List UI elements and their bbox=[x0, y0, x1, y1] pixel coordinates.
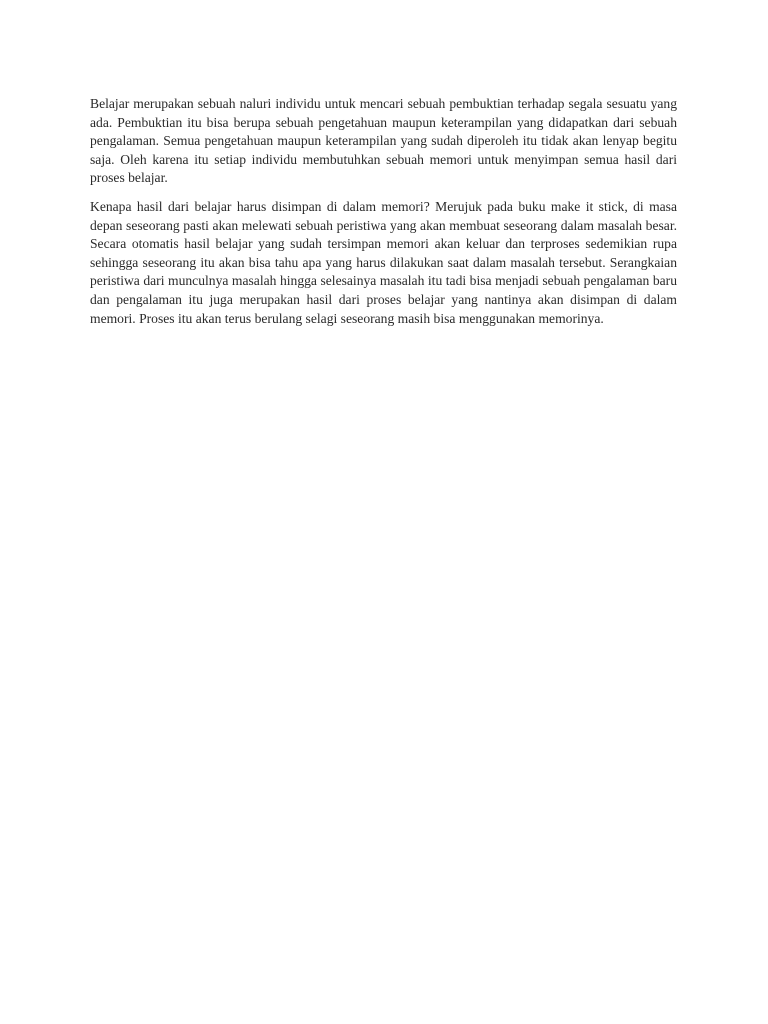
paragraph-1: Belajar merupakan sebuah naluri individu untuk mencari sebuah pembuktian terhadap segala sesuatu yang ada. Pembuktian itu bisa berupa sebuah pengetahuan maupun keterampilan yang didapatkan dari sebuah pengalaman. Semua pengetahuan maupun keterampilan yang sudah diperoleh itu tidak akan lenyap begitu saja. Oleh karena itu setiap individu membutuhkan sebuah memori untuk menyimpan semua hasil dari proses belajar. bbox=[90, 96, 677, 186]
document-body bbox=[90, 95, 677, 338]
paragraph-2: Kenapa hasil dari belajar harus disimpan di dalam memori? Merujuk pada buku make it stick, di masa depan seseorang pasti akan melewati sebuah peristiwa yang akan membuat seseorang dalam masalah besar. Secara otomatis hasil belajar yang sudah tersimpan memori akan keluar dan terproses sedemikian rupa sehingga seseorang itu akan bisa tahu apa yang harus dilakukan saat dalam masalah tersebut. Serangkaian peristiwa dari munculnya masalah hingga selesainya masalah itu tadi bisa menjadi sebuah pengalaman baru dan pengalaman itu juga merupakan hasil dari proses belajar yang nantinya akan disimpan di dalam memori. Proses itu akan terus berulang selagi seseorang masih bisa menggunakan memorinya. bbox=[90, 198, 677, 326]
